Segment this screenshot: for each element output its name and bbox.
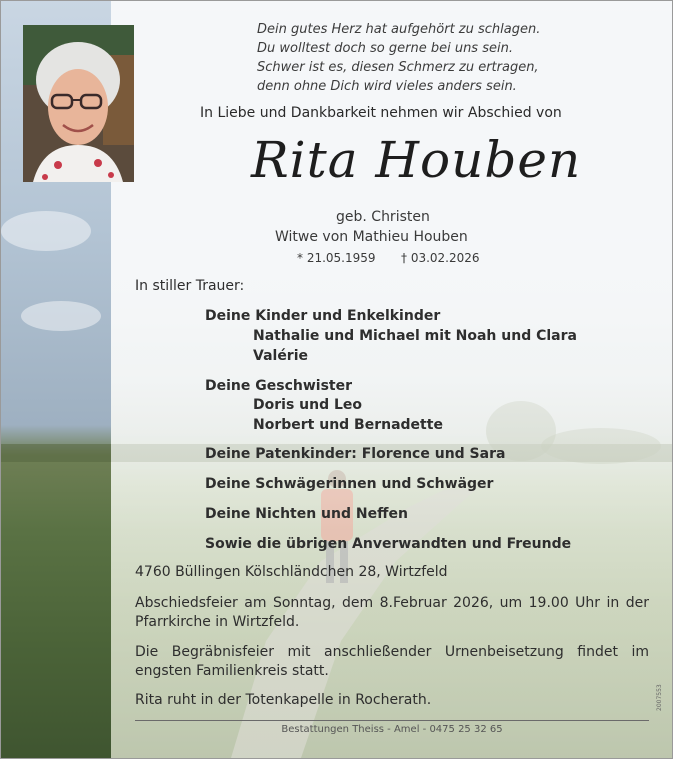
death-value: 03.02.2026 xyxy=(410,251,480,265)
rest-info: Rita ruht in der Totenkapelle in Rocherath. xyxy=(135,692,432,708)
nieces-nephews: Deine Nichten und Neffen xyxy=(205,506,408,522)
address: 4760 Büllingen Kölschländchen 28, Wirtzfeld xyxy=(135,564,448,580)
other-relatives: Sowie die übrigen Anverwandten und Freunde xyxy=(205,536,572,552)
children-names-2: Valérie xyxy=(253,348,309,364)
deceased-name: Rita Houben xyxy=(251,131,582,189)
birth-symbol: * xyxy=(297,251,303,265)
ceremony-info: Abschiedsfeier am Sonntag, dem 8.Februar 2026, um 19.00 Uhr in der Pfarrkirche in Wirtzfeld. xyxy=(135,595,649,630)
footer-divider xyxy=(135,720,649,721)
death-date xyxy=(401,251,480,265)
birth-date xyxy=(297,251,376,265)
maiden-name: geb. Christen xyxy=(336,209,430,225)
burial-info: Die Begräbnisfeier mit anschließender Urnenbeisetzung findet im engsten Familienkreis statt. xyxy=(135,644,649,679)
poem xyxy=(257,20,540,96)
mourning-label: In stiller Trauer: xyxy=(135,278,245,294)
poem-line: Du wolltest doch so gerne bei uns sein. xyxy=(257,41,513,56)
birth-value: 21.05.1959 xyxy=(306,251,376,265)
portrait-icon xyxy=(23,25,134,182)
widow-of: Witwe von Mathieu Houben xyxy=(275,229,468,245)
siblings-label: Deine Geschwister xyxy=(205,378,352,394)
godchildren: Deine Patenkinder: Florence und Sara xyxy=(205,446,506,462)
poem-line: denn ohne Dich wird vieles anders sein. xyxy=(257,79,517,94)
poem-line: Dein gutes Herz hat aufgehört zu schlagen. xyxy=(257,22,541,37)
intro-text: In Liebe und Dankbarkeit nehmen wir Abschied von xyxy=(200,105,562,121)
portrait-photo xyxy=(23,25,134,182)
poem-line: Schwer ist es, diesen Schmerz zu ertragen, xyxy=(257,60,539,75)
funeral-home: Bestattungen Theiss - Amel - 0475 25 32 65 xyxy=(281,724,503,735)
siblings-names: Doris und Leo xyxy=(253,397,363,413)
children-label: Deine Kinder und Enkelkinder xyxy=(205,308,441,324)
children-names: Nathalie und Michael mit Noah und Clara xyxy=(253,328,577,344)
siblings-names-2: Norbert und Bernadette xyxy=(253,417,443,433)
in-laws: Deine Schwägerinnen und Schwäger xyxy=(205,476,494,492)
death-symbol: † xyxy=(401,251,407,265)
ad-code: 2007553 xyxy=(656,684,663,711)
